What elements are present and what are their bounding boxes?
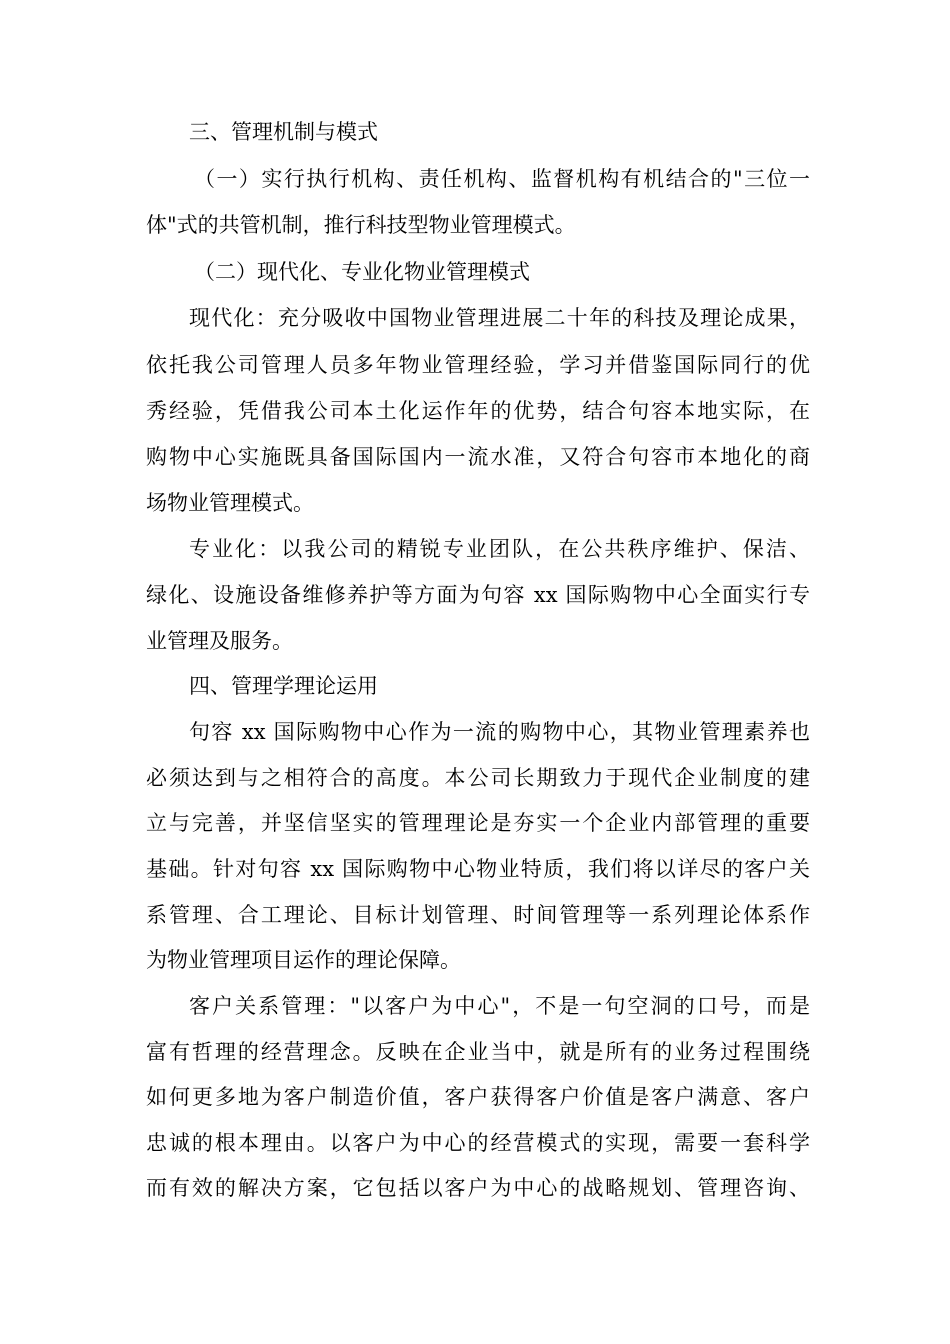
paragraph-line: 系管理、合工理论、目标计划管理、时间管理等一系列理论体系作 <box>146 903 810 927</box>
paragraph-line: 秀经验，凭借我公司本土化运作年的优势，结合句容本地实际，在 <box>146 399 810 423</box>
paragraph-line: 句容 xx 国际购物中心作为一流的购物中心，其物业管理素养也 <box>189 720 810 744</box>
paragraph-line: 为物业管理项目运作的理论保障。 <box>146 948 461 972</box>
paragraph-line: 立与完善，并坚信坚实的管理理论是夯实一个企业内部管理的重要 <box>146 811 810 835</box>
paragraph-line: 现代化：充分吸收中国物业管理进展二十年的科技及理论成果， <box>189 306 810 330</box>
heading-management-mechanism: 三、管理机制与模式 <box>189 120 378 144</box>
paragraph-line: 专业化：以我公司的精锐专业团队，在公共秩序维护、保洁、 <box>189 537 810 561</box>
paragraph-line: 必须达到与之相符合的高度。本公司长期致力于现代企业制度的建 <box>146 766 810 790</box>
paragraph-line: 如何更多地为客户制造价值，客户获得客户价值是客户满意、客户 <box>146 1085 810 1109</box>
heading-management-theory: 四、管理学理论运用 <box>189 674 378 698</box>
paragraph-line: 客户关系管理："以客户为中心"，不是一句空洞的口号，而是 <box>189 994 810 1018</box>
paragraph-line: 依托我公司管理人员多年物业管理经验，学习并借鉴国际同行的优 <box>146 353 810 377</box>
paragraph-line: 购物中心实施既具备国际国内一流水准，又符合句容市本地化的商 <box>146 445 810 469</box>
subheading-modern-management: （二）现代化、专业化物业管理模式 <box>194 260 530 284</box>
paragraph-line: 富有哲理的经营理念。反映在企业当中，就是所有的业务过程围绕 <box>146 1040 810 1064</box>
paragraph-line: （一）实行执行机构、责任机构、监督机构有机结合的"三位一 <box>194 167 810 191</box>
paragraph-line: 业管理及服务。 <box>146 629 293 653</box>
paragraph-line: 忠诚的根本理由。以客户为中心的经营模式的实现，需要一套科学 <box>146 1131 810 1155</box>
paragraph-line: 而有效的解决方案，它包括以客户为中心的战略规划、管理咨询、 <box>146 1176 810 1200</box>
paragraph-line: 体"式的共管机制，推行科技型物业管理模式。 <box>146 213 576 237</box>
paragraph-line: 基础。针对句容 xx 国际购物中心物业特质，我们将以详尽的客户关 <box>146 857 810 881</box>
paragraph-line: 场物业管理模式。 <box>146 491 314 515</box>
paragraph-line: 绿化、设施设备维修养护等方面为句容 xx 国际购物中心全面实行专 <box>146 583 810 607</box>
